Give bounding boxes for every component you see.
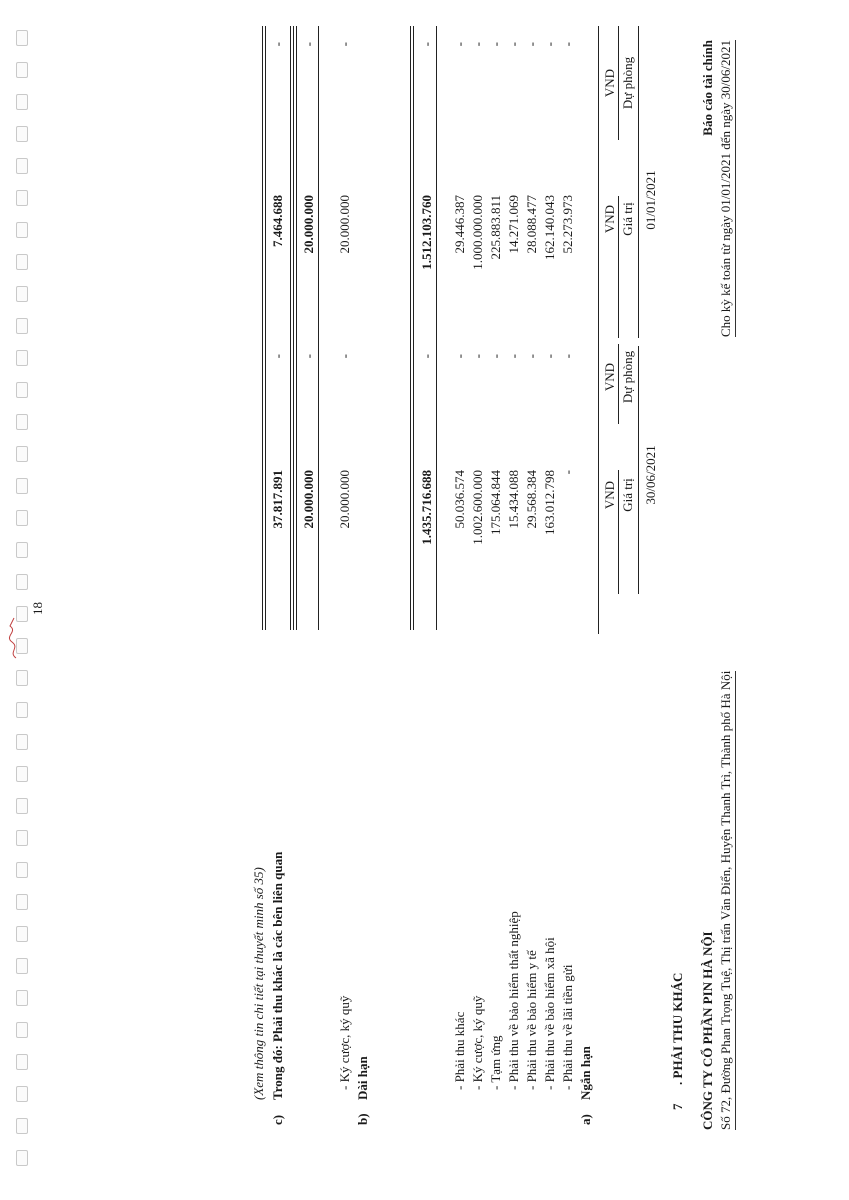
group-c-letter: c): [270, 1114, 285, 1125]
group-c-note: (Xem thông tin chi tiết tại thuyết minh số 35): [251, 867, 266, 1100]
row-a-label: - Tạm ứng: [488, 1035, 503, 1090]
row-a-label: - Phải thu về bảo hiểm thất nghiệp: [506, 911, 521, 1090]
row-a-v2: 225.883.811: [488, 195, 503, 260]
total-a-v2: 1.512.103.760: [419, 195, 434, 270]
row-a-label: - Phải thu về bảo hiểm xã hội: [542, 937, 557, 1090]
report-title: Báo cáo tài chính: [700, 40, 715, 136]
total-a-p1: -: [419, 354, 434, 359]
signature-mark: [4, 616, 22, 660]
col-unit-1: VND: [602, 480, 617, 510]
row-a-label: - Phải thu khác: [452, 1011, 467, 1090]
row-b-label: - Ký cược, ký quỹ: [337, 995, 352, 1090]
row-a-p1: -: [524, 354, 539, 359]
company-address: Số 72, Đường Phan Trọng Tuệ, Thị trấn Văn Điển, Huyện Thanh Trì, Thành phố Hà Nội: [718, 671, 736, 1130]
row-a-p2: -: [542, 42, 557, 47]
row-a-label: - Ký cược, ký quỹ: [470, 995, 485, 1090]
total-b-v2: 20.000.000: [301, 195, 316, 254]
total-c-v2: 7.464.688: [270, 195, 285, 247]
row-a-p1: -: [506, 354, 521, 359]
group-b-letter: b): [355, 1113, 370, 1125]
row-a-v1: -: [560, 470, 575, 475]
row-a-v1: 50.036.574: [452, 470, 467, 529]
col-unit-4: VND: [602, 68, 617, 98]
col-unit-2: VND: [602, 362, 617, 392]
row-b-p2: -: [337, 42, 352, 47]
row-a-p2: -: [524, 42, 539, 47]
group-b-title: Dài hạn: [355, 1056, 370, 1100]
total-b-v1: 20.000.000: [301, 470, 316, 529]
company-name: CÔNG TY CỔ PHẦN PIN HÀ NỘI: [700, 931, 715, 1130]
total-c-v1: 37.817.891: [270, 470, 285, 529]
total-c-p2: -: [270, 42, 285, 47]
col-provision-2: Dự phòng: [620, 56, 635, 110]
row-a-v2: 29.446.387: [452, 195, 467, 254]
group-a-letter: a): [578, 1114, 593, 1125]
period2-header: 01/01/2021: [643, 170, 658, 230]
section-title: . PHẢI THU KHÁC: [670, 972, 685, 1085]
row-a-p1: -: [488, 354, 503, 359]
row-a-label: - Phải thu về lãi tiền gửi: [560, 964, 575, 1090]
total-b-p1: -: [301, 354, 316, 359]
row-a-p2: -: [560, 42, 575, 47]
row-a-v2: 1.000.000.000: [470, 195, 485, 270]
group-c-title: Trong đó: Phải thu khác là các bên liên quan: [270, 851, 285, 1100]
row-b-p1: -: [337, 354, 352, 359]
total-c-p1: -: [270, 354, 285, 359]
period1-header: 30/06/2021: [643, 445, 658, 505]
col-value-1: Giá trị: [620, 478, 635, 512]
report-period: Cho kỳ kế toán từ ngày 01/01/2021 đến ngày 30/06/2021: [718, 40, 736, 337]
row-a-v1: 163.012.798: [542, 470, 557, 535]
row-b-v1: 20.000.000: [337, 470, 352, 529]
row-a-p2: -: [506, 42, 521, 47]
row-a-v1: 1.002.600.000: [470, 470, 485, 545]
row-a-p1: -: [452, 354, 467, 359]
row-a-v2: 28.088.477: [524, 195, 539, 254]
row-a-v1: 29.568.384: [524, 470, 539, 529]
row-a-v2: 52.273.973: [560, 195, 575, 254]
row-a-v2: 14.271.069: [506, 195, 521, 254]
total-b-p2: -: [301, 42, 316, 47]
row-a-v1: 175.064.844: [488, 470, 503, 535]
row-a-p2: -: [452, 42, 467, 47]
col-unit-3: VND: [602, 204, 617, 234]
section-number: 7: [670, 1103, 685, 1110]
row-a-p1: -: [542, 354, 557, 359]
row-a-p1: -: [470, 354, 485, 359]
col-provision-1: Dự phòng: [620, 350, 635, 404]
row-a-p2: -: [488, 42, 503, 47]
row-a-label: - Phải thu về bảo hiểm y tế: [524, 950, 539, 1090]
row-a-v1: 15.434.088: [506, 470, 521, 529]
row-b-v2: 20.000.000: [337, 195, 352, 254]
total-a-p2: -: [419, 42, 434, 47]
group-a-title: Ngắn hạn: [578, 1046, 593, 1100]
row-a-v2: 162.140.043: [542, 195, 557, 260]
row-a-p2: -: [470, 42, 485, 47]
total-a-v1: 1.435.716.688: [419, 470, 434, 545]
col-value-2: Giá trị: [620, 202, 635, 236]
row-a-p1: -: [560, 354, 575, 359]
page-number: 18: [30, 602, 45, 615]
